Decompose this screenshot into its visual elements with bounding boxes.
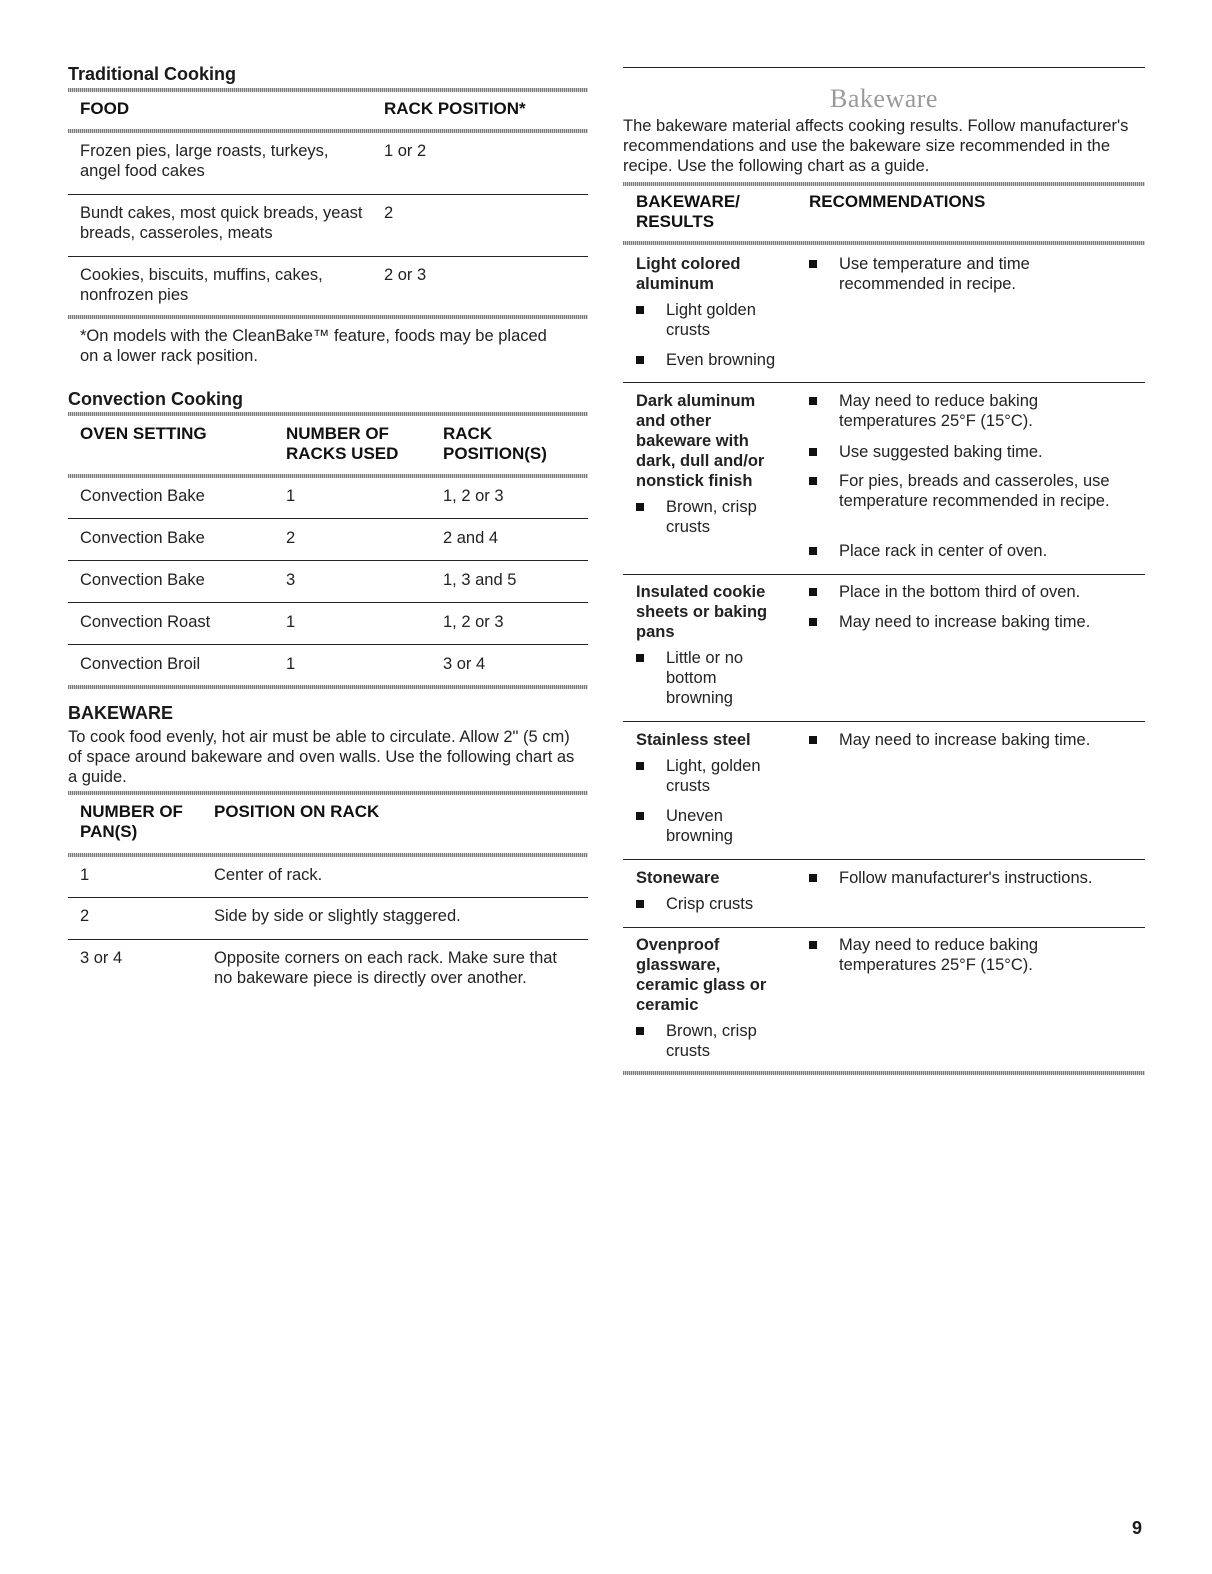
row-divider bbox=[68, 939, 588, 940]
bakeware-name: Insulated cookie sheets or baking pans bbox=[636, 583, 768, 641]
table-row-setting: Convection Broil bbox=[80, 655, 201, 673]
table-row-racks: 1 bbox=[286, 487, 296, 505]
table-row-setting: Convection Bake bbox=[80, 571, 205, 589]
food-header: FOOD bbox=[80, 99, 130, 118]
table-row-number: 1 bbox=[80, 866, 90, 884]
result-bullet: Little or no bottom browning bbox=[636, 648, 766, 708]
bakeware-intro: To cook food evenly, hot air must be able to circulate. Allow 2" (5 cm) of space around bakeware and oven walls. Use the following chart as a guide. bbox=[68, 728, 575, 786]
top-rule bbox=[623, 67, 1145, 68]
divider bbox=[68, 853, 588, 857]
row-divider bbox=[68, 644, 588, 645]
table-row-food: Frozen pies, large roasts, turkeys, angel food cakes bbox=[80, 142, 329, 180]
rack-positions-header: RACK POSITION(S) bbox=[443, 424, 547, 463]
row-divider bbox=[68, 897, 588, 898]
table-row-positions: 1, 3 and 5 bbox=[443, 571, 517, 589]
recommendation-bullet: May need to reduce baking temperatures 25°F (15°C). bbox=[809, 391, 1139, 431]
row-divider bbox=[68, 518, 588, 519]
bakeware-title: BAKEWARE bbox=[68, 703, 174, 723]
table-row-positions: 1, 2 or 3 bbox=[443, 487, 504, 505]
recommendation-bullet: For pies, breads and casseroles, use temperature recommended in recipe. bbox=[809, 471, 1149, 511]
row-divider bbox=[68, 560, 588, 561]
racks-used-header: NUMBER OF RACKS USED bbox=[286, 424, 399, 463]
divider bbox=[623, 1071, 1145, 1075]
divider bbox=[623, 182, 1145, 186]
row-divider bbox=[623, 382, 1145, 383]
divider bbox=[68, 129, 588, 133]
recommendation-bullet: Use temperature and time recommended in recipe. bbox=[809, 254, 1139, 294]
divider bbox=[68, 685, 588, 689]
rack-position-header: RACK POSITION* bbox=[384, 99, 526, 118]
table-row-racks: 2 bbox=[286, 529, 296, 547]
page-number: 9 bbox=[1132, 1518, 1143, 1538]
result-bullet: Brown, crisp crusts bbox=[636, 1021, 796, 1061]
table-row-setting: Convection Bake bbox=[80, 487, 205, 505]
bakeware-material-intro: The bakeware material affects cooking results. Follow manufacturer's recommendations and use the bakeware size recommended in the recipe. Use the following chart as a guide. bbox=[623, 117, 1129, 175]
convection-cooking-title: Convection Cooking bbox=[68, 389, 243, 409]
table-row-racks: 1 bbox=[286, 613, 296, 631]
row-divider bbox=[68, 194, 588, 195]
table-row-setting: Convection Roast bbox=[80, 613, 211, 631]
result-bullet: Light, golden crusts bbox=[636, 756, 796, 796]
table-row-number: 2 bbox=[80, 907, 90, 925]
bakeware-name: Stainless steel bbox=[636, 731, 751, 749]
bakeware-results-header: BAKEWARE/ RESULTS bbox=[636, 192, 740, 231]
row-divider bbox=[68, 602, 588, 603]
bakeware-name: Light colored aluminum bbox=[636, 255, 741, 293]
result-bullet: Uneven browning bbox=[636, 806, 776, 846]
recommendation-bullet: May need to increase baking time. bbox=[809, 730, 1149, 750]
divider bbox=[623, 241, 1145, 245]
row-divider bbox=[623, 859, 1145, 860]
table-row-rack: 2 bbox=[384, 204, 394, 222]
bakeware-name: Stoneware bbox=[636, 869, 720, 887]
result-bullet: Brown, crisp crusts bbox=[636, 497, 796, 537]
recommendations-header: RECOMMENDATIONS bbox=[809, 192, 986, 211]
table-row-rack: 1 or 2 bbox=[384, 142, 427, 160]
table-row-food: Cookies, biscuits, muffins, cakes, nonfrozen pies bbox=[80, 266, 323, 304]
bakeware-name: Dark aluminum and other bakeware with dark, dull and/or nonstick finish bbox=[636, 392, 765, 490]
table-row-position: Center of rack. bbox=[214, 866, 323, 884]
recommendation-bullet: Place in the bottom third of oven. bbox=[809, 582, 1149, 602]
table-row-racks: 1 bbox=[286, 655, 296, 673]
table-row-positions: 2 and 4 bbox=[443, 529, 499, 547]
recommendation-bullet: May need to increase baking time. bbox=[809, 612, 1149, 632]
table-row-number: 3 or 4 bbox=[80, 949, 123, 967]
traditional-cooking-title: Traditional Cooking bbox=[68, 64, 237, 84]
footnote: *On models with the CleanBake™ feature, foods may be placed on a lower rack position. bbox=[80, 327, 547, 365]
table-row-positions: 3 or 4 bbox=[443, 655, 486, 673]
recommendation-bullet: May need to reduce baking temperatures 25°F (15°C). bbox=[809, 935, 1139, 975]
divider bbox=[68, 88, 588, 92]
row-divider bbox=[623, 927, 1145, 928]
bakeware-heading: Bakeware bbox=[830, 84, 938, 113]
table-row-racks: 3 bbox=[286, 571, 296, 589]
table-row-rack: 2 or 3 bbox=[384, 266, 427, 284]
oven-setting-header: OVEN SETTING bbox=[80, 424, 207, 443]
result-bullet: Crisp crusts bbox=[636, 894, 816, 914]
recommendation-bullet: Place rack in center of oven. bbox=[809, 541, 1149, 561]
number-of-pans-header: NUMBER OF PAN(S) bbox=[80, 802, 183, 841]
row-divider bbox=[623, 574, 1145, 575]
table-row-positions: 1, 2 or 3 bbox=[443, 613, 504, 631]
result-bullet: Even browning bbox=[636, 350, 816, 370]
bakeware-name: Ovenproof glassware, ceramic glass or ceramic bbox=[636, 936, 767, 1014]
divider bbox=[68, 315, 588, 319]
table-row-position: Side by side or slightly staggered. bbox=[214, 907, 461, 925]
recommendation-bullet: Follow manufacturer's instructions. bbox=[809, 868, 1159, 888]
row-divider bbox=[623, 721, 1145, 722]
divider bbox=[68, 791, 588, 795]
table-row-position: Opposite corners on each rack. Make sure that no bakeware piece is directly over another. bbox=[214, 949, 558, 987]
recommendation-bullet: Use suggested baking time. bbox=[809, 442, 1139, 462]
result-bullet: Light golden crusts bbox=[636, 300, 796, 340]
table-row-food: Bundt cakes, most quick breads, yeast breads, casseroles, meats bbox=[80, 204, 363, 242]
divider bbox=[68, 412, 588, 416]
table-row-setting: Convection Bake bbox=[80, 529, 205, 547]
divider bbox=[68, 474, 588, 478]
row-divider bbox=[68, 256, 588, 257]
position-on-rack-header: POSITION ON RACK bbox=[214, 802, 380, 821]
